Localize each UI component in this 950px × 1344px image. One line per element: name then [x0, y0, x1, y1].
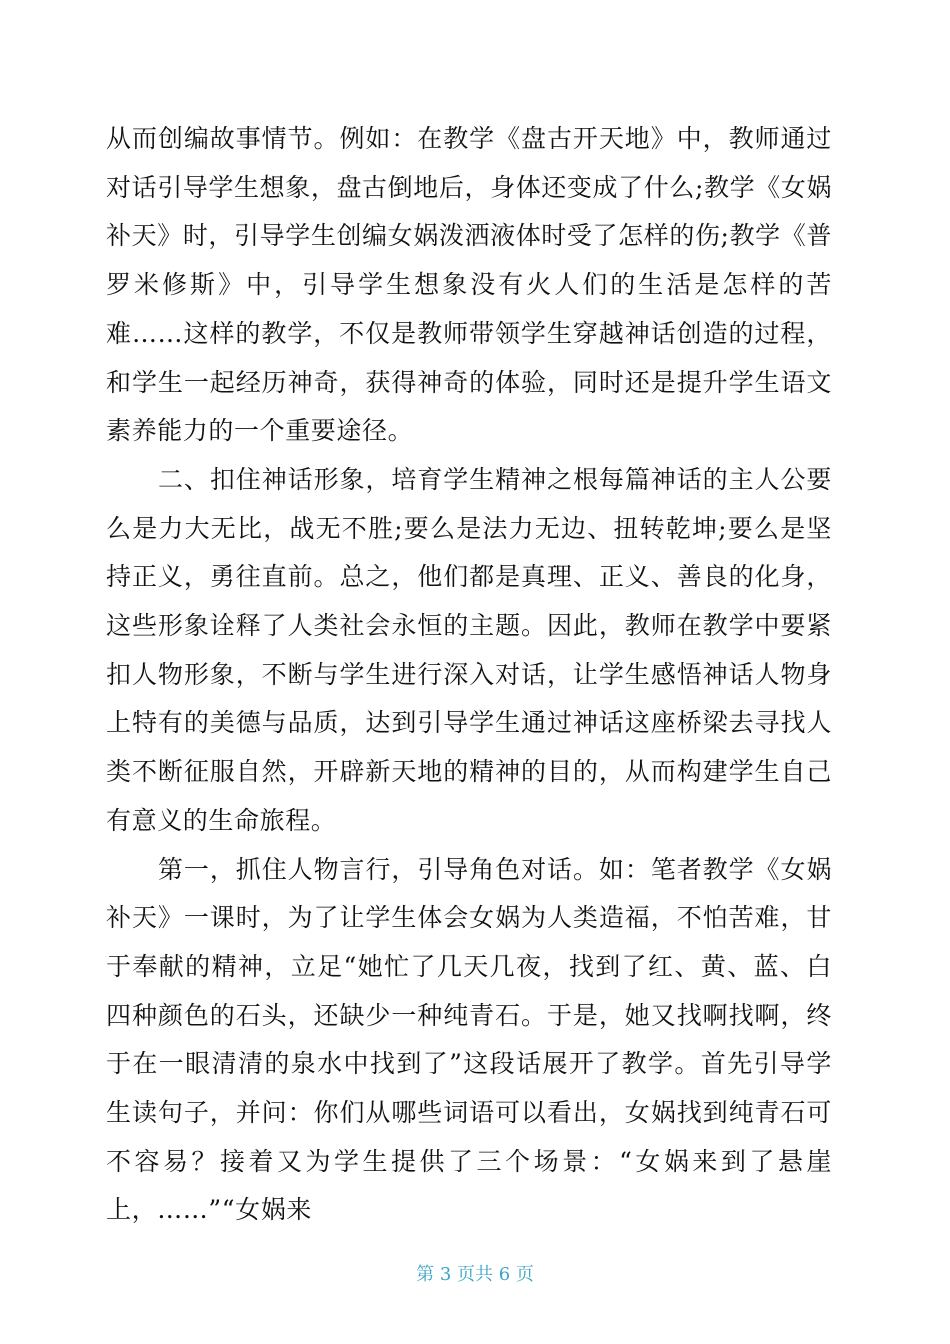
paragraph-point-one: 第一，抓住人物言行，引导角色对话。如：笔者教学《女娲补天》一课时，为了让学生体会女娲为人类造福，不怕苦难，甘于奉献的精神，立足“她忙了几天几夜，找到了红、黄、蓝、白四种颜色的石头，还缺少一种纯青石。于是，她又找啊找啊，终于在一眼清清的泉水中找到了”这段话展开了教学。首先引导学生读句子，并问：你们从哪些词语可以看出，女娲找到纯青石可不容易？接着又为学生提供了三个场景：“女娲来到了悬崖上，……”“女娲来 — [106, 854, 832, 1225]
document-body — [106, 115, 832, 1235]
page-number: 第 3 页共 6 页 — [416, 1264, 534, 1285]
paragraph-continuation: 从而创编故事情节。例如：在教学《盘古开天地》中，教师通过对话引导学生想象，盘古倒地后，身体还变成了什么;教学《女娲补天》时，引导学生创编女娲泼洒液体时受了怎样的伤;教学《普罗米修斯》中，引导学生想象没有火人们的生活是怎样的苦难……这样的教学，不仅是教师带领学生穿越神话创造的过程，和学生一起经历神奇，获得神奇的体验，同时还是提升学生语文素养能力的一个重要途径。 — [106, 124, 832, 446]
paragraph-section-two: 二、扣住神话形象，培育学生精神之根每篇神话的主人公要么是力大无比，战无不胜;要么是法力无边、扭转乾坤;要么是坚持正义，勇往直前。总之，他们都是真理、正义、善良的化身，这些形象诠释了人类社会永恒的主题。因此，教师在教学中要紧扣人物形象，不断与学生进行深入对话，让学生感悟神话人物身上特有的美德与品质，达到引导学生通过神话这座桥梁去寻找人类不断征服自然，开辟新天地的精神的目的，从而构建学生自己有意义的生命旅程。 — [106, 464, 832, 835]
